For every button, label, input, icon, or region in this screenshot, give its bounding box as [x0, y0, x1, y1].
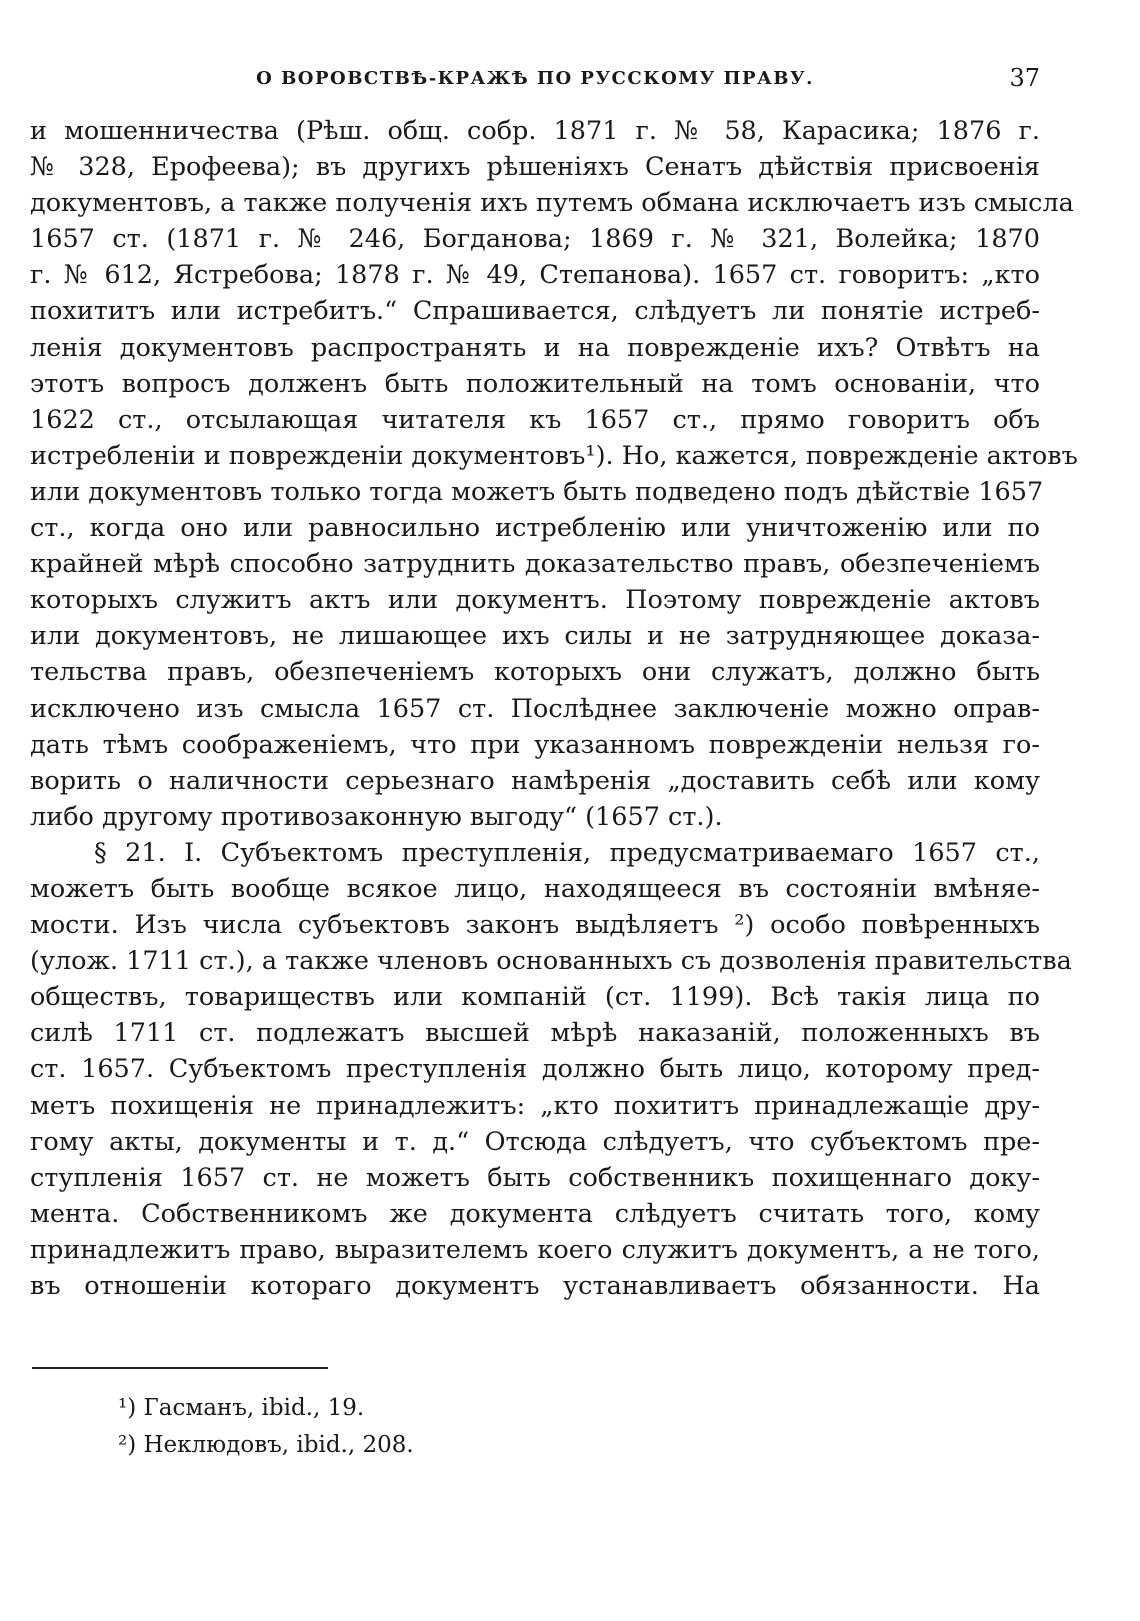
text-line: г. № 612, Ястребова; 1878 г. № 49, Степанова). 1657 ст. говоритъ: „кто [30, 260, 1040, 291]
text-line: или документовъ только тогда можетъ быть подведено подъ дѣйствіе 1657 [30, 476, 1044, 507]
text-line: мента. Собственникомъ же документа слѣдуетъ считать того, кому [30, 1198, 1040, 1229]
page-number: 37 [1009, 64, 1040, 92]
text-line: 1657 ст. (1871 г. № 246, Богданова; 1869 г. № 321, Волейка; 1870 [30, 224, 1040, 255]
body-text [30, 113, 1078, 1304]
footnotes [118, 1390, 414, 1464]
text-line: метъ похищенія не принадлежитъ: „кто похититъ принадлежащіе дру- [30, 1090, 1040, 1121]
footnote-2: ²) Неклюдовъ, ibid., 208. [118, 1432, 414, 1458]
text-line: истребленіи и поврежденіи документовъ¹). Но, кажется, поврежденіе актовъ [30, 440, 1078, 471]
text-line: ст., когда оно или равносильно истребленію или уничтоженію или по [30, 513, 1040, 544]
text-line: ступленія 1657 ст. не можетъ быть собственникъ похищеннаго доку- [30, 1162, 1040, 1193]
running-title: О ВОРОВСТВѢ-КРАЖѢ ПО РУССКОМУ ПРАВУ. [256, 67, 814, 89]
section-heading-line: § 21. I. Субъектомъ преступленія, предусматриваемаго 1657 ст., [94, 837, 1040, 868]
text-line: или документовъ, не лишающее ихъ силы и не затрудняющее доказа- [30, 621, 1040, 652]
text-line: дать тѣмъ соображеніемъ, что при указанномъ поврежденіи нельзя го- [30, 729, 1040, 760]
text-line: принадлежитъ право, выразителемъ коего служитъ документъ, а не того, [30, 1234, 1040, 1265]
text-line: документовъ, а также полученія ихъ путемъ обмана исключаетъ изъ смысла [30, 188, 1074, 219]
text-line: ст. 1657. Субъектомъ преступленія должно быть лицо, которому пред- [30, 1054, 1040, 1085]
text-line: (улож. 1711 ст.), а также членовъ основанныхъ съ дозволенія правительства [30, 946, 1072, 977]
text-line: № 328, Ерофеева); въ другихъ рѣшеніяхъ Сенатъ дѣйствія присвоенія [30, 152, 1040, 183]
text-line: силѣ 1711 ст. подлежатъ высшей мѣрѣ наказаній, положенныхъ въ [30, 1018, 1040, 1049]
text-line: обществъ, товариществъ или компаній (ст. 1199). Всѣ такія лица по [30, 982, 1040, 1013]
text-line: либо другому противозаконную выгоду“ (1657 ст.). [30, 801, 723, 832]
text-line: похититъ или истребитъ.“ Спрашивается, слѣдуетъ ли понятіе истреб- [30, 296, 1040, 327]
text-line: въ отношеніи котораго документъ устанавливаетъ обязанности. На [30, 1271, 1040, 1301]
text-line: и мошенничества (Рѣш. общ. собр. 1871 г. № 58, Карасика; 1876 г. [30, 116, 1040, 146]
text-line: крайней мѣрѣ способно затруднить доказательство правъ, обезпеченіемъ [30, 549, 1040, 580]
footnote-divider [32, 1367, 328, 1369]
text-line: ленія документовъ распространять и на поврежденіе ихъ? Отвѣтъ на [30, 332, 1040, 363]
text-line: мости. Изъ числа субъектовъ законъ выдѣляетъ ²) особо повѣренныхъ [30, 910, 1040, 941]
running-header [30, 58, 1040, 98]
text-line: этотъ вопросъ долженъ быть положительный на томъ основаніи, что [30, 368, 1040, 399]
text-line: исключено изъ смысла 1657 ст. Послѣднее заключеніе можно оправ- [30, 693, 1040, 724]
text-line: тельства правъ, обезпеченіемъ которыхъ они служатъ, должно быть [30, 657, 1040, 688]
text-line: 1622 ст., отсылающая читателя къ 1657 ст., прямо говоритъ объ [30, 404, 1040, 435]
text-line: которыхъ служитъ актъ или документъ. Поэтому поврежденіе актовъ [30, 585, 1040, 616]
text-line: можетъ быть вообще всякое лицо, находящееся въ состояніи вмѣняе- [30, 873, 1040, 904]
text-line: гому акты, документы и т. д.“ Отсюда слѣдуетъ, что субъектомъ пре- [30, 1126, 1040, 1157]
footnote-1: ¹) Гасманъ, ibid., 19. [118, 1395, 365, 1421]
text-line: ворить о наличности серьезнаго намѣренія „доставить себѣ или кому [30, 765, 1040, 796]
